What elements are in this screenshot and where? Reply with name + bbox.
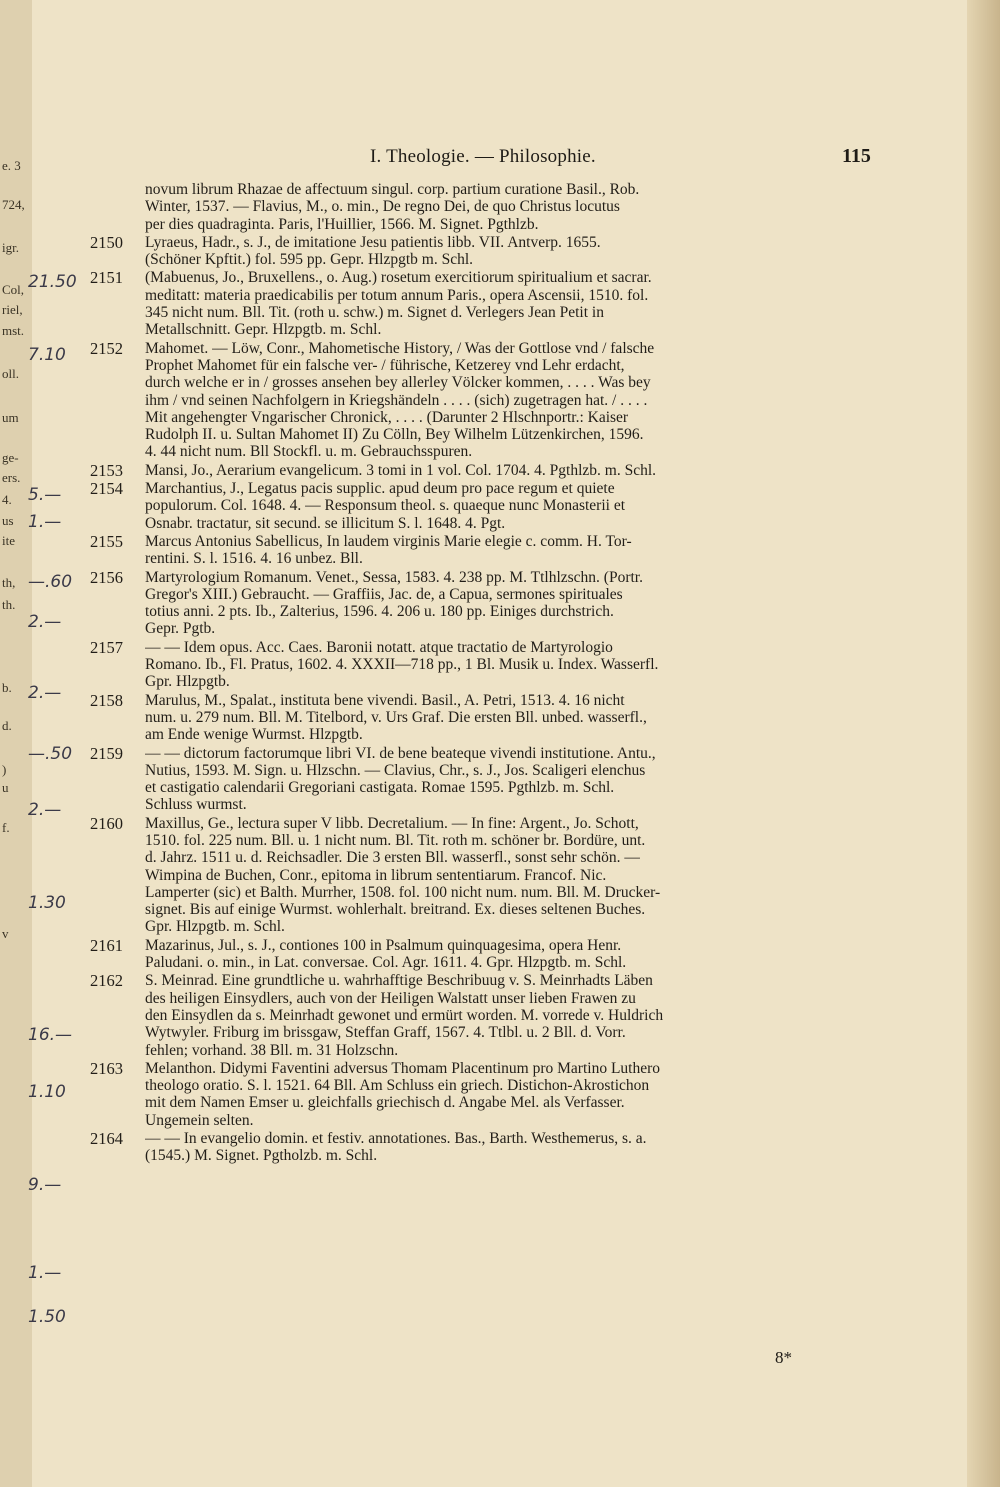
entry-line: Rudolph II. u. Sultan Mahomet II) Zu Cölln, Bey Wilhelm Lützenkirchen, 1596. <box>145 426 644 444</box>
entry-line: Marcus Antonius Sabellicus, In laudem virginis Marie elegie c. comm. H. Tor- <box>145 532 632 550</box>
entry-line: meditatt: materia praedicabilis per totum annum Paris., opera Ascensii, 1510. fol. <box>145 286 649 304</box>
entry-line: 345 nicht num. Bll. Tit. (roth u. schw.) m. Signet d. Verlegers Jean Petit in <box>145 304 604 322</box>
entry-line: 4. 44 nicht num. Bll Stockfl. u. m. Gebrauchsspuren. <box>145 443 473 461</box>
catalog-entry <box>90 639 905 691</box>
price-note: 9.— <box>28 1175 62 1195</box>
entry-line: totius anni. 2 pts. Ib., Zalterius, 1596. 4. 206 u. 180 pp. Einiges durchstrich. <box>145 603 614 621</box>
entry-line: num. u. 279 num. Bll. M. Titelbord, v. Urs Graf. Die ersten Bll. unbed. wasserfl., <box>145 708 647 726</box>
strip-text: riel, <box>2 302 23 317</box>
price-note: 5.— <box>28 485 62 505</box>
catalog-entry <box>90 745 905 814</box>
entry-line: S. Meinrad. Eine grundtliche u. wahrhafftige Beschribuug v. S. Meinrhadts Läben <box>145 972 653 990</box>
entry-text <box>145 815 905 936</box>
catalog-entry <box>90 462 905 479</box>
entry-number: 2151 <box>90 268 123 288</box>
price-note: 7.10 <box>28 345 66 365</box>
price-note: 1.— <box>28 512 62 532</box>
catalog-entry <box>90 181 905 233</box>
strip-text: v <box>2 926 9 941</box>
entry-line: Romano. Ib., Fl. Pratus, 1602. 4. XXXII—718 pp., 1 Bl. Musik u. Index. Wasserfl. <box>145 656 659 674</box>
entry-number: 2152 <box>90 338 123 358</box>
entry-text <box>145 639 905 691</box>
entry-text <box>145 692 905 744</box>
entry-line: d. Jahrz. 1511 u. d. Reichsadler. Die 3 ersten Bll. wasserfl., sonst sehr schön. — <box>145 849 640 867</box>
entry-line: Mit angehengter Vngarischer Chronick, . . . . (Darunter 2 Hlschnportr.: Kaiser <box>145 408 629 426</box>
entry-number: 2157 <box>90 637 123 657</box>
strip-text: igr. <box>2 240 19 255</box>
price-note: 1.10 <box>28 1082 66 1102</box>
entry-line: Prophet Mahomet für ein falsche ver- / führische, Ketzerey vnd Lehr erdacht, <box>145 356 625 374</box>
entry-number: 2159 <box>90 743 123 763</box>
entry-text <box>145 462 905 479</box>
entry-line: Marulus, M., Spalat., instituta bene vivendi. Basil., A. Petri, 1513. 4. 16 nicht <box>145 691 625 709</box>
price-note: 2.— <box>28 612 62 632</box>
strip-text: Col, <box>2 282 25 297</box>
entry-line: (1545.) M. Signet. Pgtholzb. m. Schl. <box>145 1147 378 1165</box>
strip-text: d. <box>2 718 12 733</box>
entry-line: populorum. Col. 1648. 4. — Responsum theol. s. quaeque nunc Monasterii et <box>145 497 626 515</box>
entry-line: — — In evangelio domin. et festiv. annotationes. Bas., Barth. Westhemerus, s. a. <box>145 1130 647 1148</box>
entry-text <box>145 181 905 233</box>
strip-text: b. <box>2 680 12 695</box>
catalog-entry <box>90 972 905 1058</box>
entry-line: Mazarinus, Jul., s. J., contiones 100 in Psalmum quinquagesima, opera Henr. <box>145 936 622 954</box>
entry-line: (Schöner Kpftit.) fol. 595 pp. Gepr. Hlzpgtb m. Schl. <box>145 251 474 269</box>
entry-line: Martyrologium Romanum. Venet., Sessa, 1583. 4. 238 pp. M. Ttlhlzschn. (Portr. <box>145 568 643 586</box>
price-note: 1.— <box>28 1263 62 1283</box>
entry-line: am Ende wenige Wurmst. Hlzpgtb. <box>145 726 363 744</box>
entry-text <box>145 745 905 814</box>
entry-line: per dies quadraginta. Paris, l'Huillier, 1566. M. Signet. Pgthlzb. <box>145 215 539 233</box>
entry-line: 1510. fol. 225 num. Bll. u. 1 nicht num. Bl. Tit. roth m. schöner br. Bordüre, unt. <box>145 831 646 849</box>
entry-line: des heiligen Einsydlers, auch von der Heiligen Walstatt unser lieben Frawen zu <box>145 989 636 1007</box>
entry-line: Mahomet. — Löw, Conr., Mahometische History, / Was der Gottlose vnd / falsche <box>145 339 655 357</box>
entry-text <box>145 1130 905 1165</box>
page-number: 115 <box>842 145 871 167</box>
strip-text: 4. <box>2 492 12 507</box>
entry-line: den Einsydlen da s. Meinrhadt gewonet und ermürt worden. M. vorrede v. Huldrich <box>145 1006 664 1024</box>
entry-number: 2150 <box>90 232 123 252</box>
catalog-entry <box>90 340 905 461</box>
entry-number: 2161 <box>90 935 123 955</box>
entry-line: Gregor's XIII.) Gebraucht. — Graffiis, Jac. de, a Capua, sermones spirituales <box>145 585 623 603</box>
catalog-entries <box>90 181 905 1166</box>
entry-line: rentini. S. l. 1516. 4. 16 unbez. Bll. <box>145 550 363 568</box>
strip-text: oll. <box>2 366 19 381</box>
entry-number: 2164 <box>90 1129 123 1149</box>
entry-line: mit dem Namen Emser u. gleichfalls griechisch d. Angabe Mel. als Verfasser. <box>145 1094 625 1112</box>
entry-line: Lyraeus, Hadr., s. J., de imitatione Jesu patientis libb. VII. Antverp. 1655. <box>145 233 601 251</box>
catalog-entry <box>90 1130 905 1165</box>
gathering-signature: 8* <box>775 1348 792 1367</box>
entry-text <box>145 340 905 461</box>
entry-text <box>145 533 905 568</box>
price-note: 1.50 <box>28 1307 66 1327</box>
entry-text <box>145 937 905 972</box>
entry-text <box>145 234 905 269</box>
catalog-entry <box>90 692 905 744</box>
entry-line: ihm / vnd seinen Nachfolgern in Kriegshändeln . . . . (sich) zugetragen hat. / . . . . <box>145 391 648 409</box>
catalog-entry <box>90 815 905 936</box>
entry-line: theologo oratio. S. l. 1521. 64 Bll. Am Schluss ein griech. Distichon-Akrostichon <box>145 1077 650 1095</box>
entry-number: 2154 <box>90 479 123 499</box>
entry-line: Marchantius, J., Legatus pacis supplic. apud deum pro pace regum et quiete <box>145 480 615 498</box>
page-edge <box>967 0 1000 1487</box>
entry-line: — — Idem opus. Acc. Caes. Baronii notatt. atque tractatio de Martyrologio <box>145 638 613 656</box>
catalog-entry <box>90 480 905 532</box>
entry-line: Gpr. Hlzpgtb. <box>145 673 230 691</box>
catalog-entry <box>90 1060 905 1129</box>
catalog-entry <box>90 269 905 338</box>
entry-line: Metallschnitt. Gepr. Hlzpgtb. m. Schl. <box>145 321 382 339</box>
entry-line: durch welche er in / grosses ansehen bey allerley Völcker kommen, . . . . Was bey <box>145 374 651 392</box>
entry-text <box>145 480 905 532</box>
strip-text: ite <box>2 533 15 548</box>
strip-text: u <box>2 780 9 795</box>
entry-line: Wytwyler. Friburg im brissgaw, Steffan Graff, 1567. 4. Ttlbl. u. 2 Bll. d. Vorr. <box>145 1024 626 1042</box>
strip-text: ) <box>2 762 7 777</box>
strip-text: e. 3 <box>2 158 21 173</box>
price-note: 16.— <box>28 1025 73 1045</box>
entry-line: Mansi, Jo., Aerarium evangelicum. 3 tomi in 1 vol. Col. 1704. 4. Pgthlzb. m. Schl. <box>145 461 657 479</box>
catalog-entry <box>90 569 905 638</box>
entry-text <box>145 269 905 338</box>
strip-text: us <box>2 513 14 528</box>
entry-number: 2160 <box>90 813 123 833</box>
entry-line: Melanthon. Didymi Faventini adversus Thomam Placentinum pro Martino Luthero <box>145 1059 661 1077</box>
strip-text: um <box>2 410 19 425</box>
strip-text: 724, <box>2 197 25 212</box>
strip-text: f. <box>2 820 10 835</box>
price-note: —.60 <box>28 572 73 592</box>
entry-number: 2158 <box>90 690 123 710</box>
price-note: 21.50 <box>28 272 77 292</box>
entry-number: 2156 <box>90 567 123 587</box>
entry-line: Wimpina de Buchen, Conr., epitoma in librum sententiarum. Francof. Nic. <box>145 866 607 884</box>
entry-text <box>145 972 905 1058</box>
strip-text: th. <box>2 597 16 612</box>
running-header: I. Theologie. — Philosophie. <box>370 146 596 167</box>
price-note: 2.— <box>28 800 62 820</box>
catalog-entry <box>90 533 905 568</box>
entry-text <box>145 569 905 638</box>
entry-number: 2162 <box>90 971 123 991</box>
entry-line: Schluss wurmst. <box>145 796 247 814</box>
entry-number: 2153 <box>90 460 123 480</box>
entry-text <box>145 1060 905 1129</box>
entry-line: Ungemein selten. <box>145 1111 254 1129</box>
strip-text: mst. <box>2 323 25 338</box>
entry-line: Gpr. Hlzpgtb. m. Schl. <box>145 918 285 936</box>
strip-text: ers. <box>2 470 21 485</box>
strip-text: ge- <box>2 450 19 465</box>
entry-line: (Mabuenus, Jo., Bruxellens., o. Aug.) rosetum exercitiorum spiritualium et sacrar. <box>145 269 652 287</box>
entry-line: novum librum Rhazae de affectuum singul. corp. partium curatione Basil., Rob. <box>145 181 640 198</box>
entry-line: signet. Bis auf einige Wurmst. wohlerhalt. breitrand. Ex. dieses seltenen Buches. <box>145 901 646 919</box>
entry-line: Nutius, 1593. M. Sign. u. Hlzschn. — Clavius, Chr., s. J., Jos. Scaligeri elenchus <box>145 761 646 779</box>
entry-line: Maxillus, Ge., lectura super V libb. Decretalium. — In fine: Argent., Jo. Schott, <box>145 814 639 832</box>
strip-text: th, <box>2 575 16 590</box>
price-note: 1.30 <box>28 893 66 913</box>
catalog-entry <box>90 234 905 269</box>
entry-line: et castigatio calendarii Gregoriani castigata. Romae 1595. Pgthlzb. m. Schl. <box>145 779 615 797</box>
price-note: 2.— <box>28 683 62 703</box>
entry-line: Paludani. o. min., in Lat. conversae. Col. Agr. 1611. 4. Gpr. Hlzpgtb. m. Schl. <box>145 954 627 972</box>
catalog-entry <box>90 937 905 972</box>
entry-line: — — dictorum factorumque libri VI. de bene beateque vivendi institutione. Antu., <box>145 744 656 762</box>
handwritten-price-notes <box>28 0 98 1487</box>
entry-number: 2155 <box>90 531 123 551</box>
entry-line: Osnabr. tractatur, sit secund. se illicitum S. l. 1648. 4. Pgt. <box>145 514 506 532</box>
price-note: —.50 <box>28 744 73 764</box>
entry-number: 2163 <box>90 1058 123 1078</box>
entry-line: fehlen; vorhand. 38 Bll. m. 31 Holzschn. <box>145 1041 399 1059</box>
entry-line: Winter, 1537. — Flavius, M., o. min., De regno Dei, de quo Christus locutus <box>145 198 620 216</box>
entry-line: Gepr. Pgtb. <box>145 620 216 638</box>
entry-line: Lamperter (sic) et Balth. Murrher, 1508. fol. 100 nicht num. num. Bll. M. Drucker- <box>145 883 661 901</box>
